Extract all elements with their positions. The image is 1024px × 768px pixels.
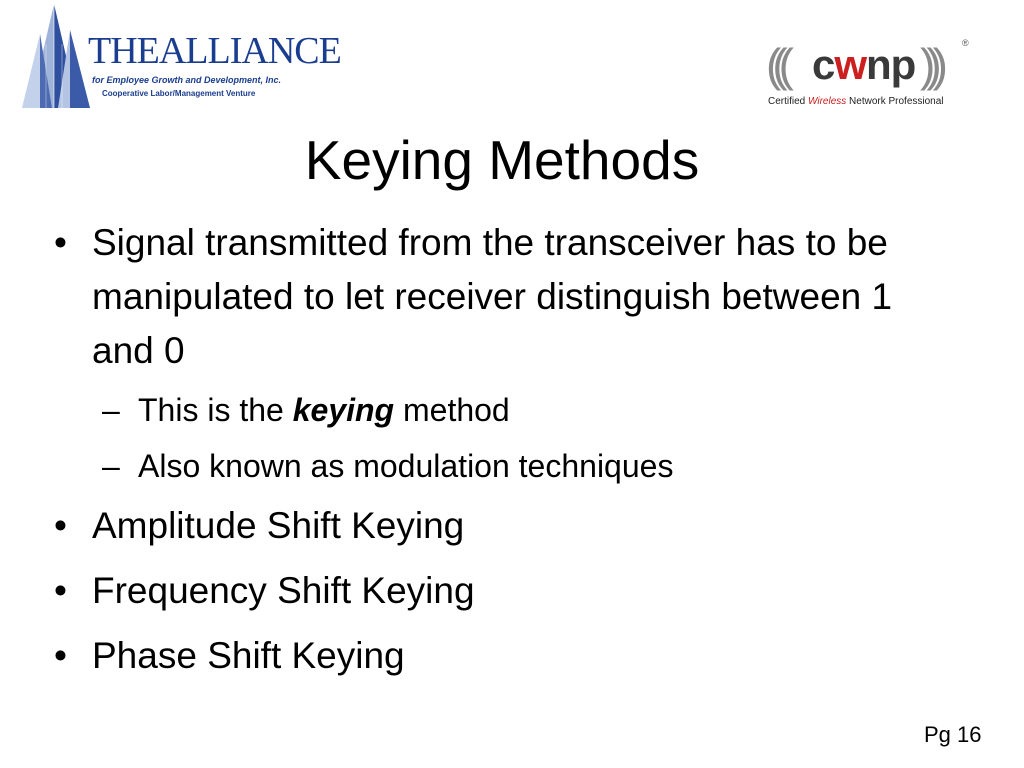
cwnp-tagline-rest: Network Professional [846, 96, 944, 107]
alliance-wordmark: THEALLIANCE [88, 30, 341, 72]
bullet-icon: • [54, 635, 67, 676]
cwnp-logo [766, 38, 976, 114]
registered-mark: ® [962, 38, 969, 48]
bullet-item [54, 564, 954, 618]
bullet-item [54, 216, 954, 494]
cwnp-wordmark-c: c [812, 41, 835, 88]
bullet-text: Signal transmitted from the transceiver has to be manipulated to let receiver distinguish between 1 and 0 [92, 222, 893, 371]
bullet-icon: • [54, 505, 67, 546]
keyword-emphasis: keying [292, 392, 395, 428]
cwnp-tagline [768, 96, 944, 107]
wireless-waves-left-icon: ((( [766, 39, 785, 91]
cwnp-tagline-wireless: Wireless [808, 96, 847, 107]
bullet-icon: • [54, 570, 67, 611]
sub-bullet-item [92, 382, 954, 438]
alliance-tower-icon [22, 4, 92, 108]
alliance-subtagline: Cooperative Labor/Management Venture [102, 89, 256, 98]
cwnp-wordmark-w: w [834, 41, 867, 88]
sub-bullet-text: Also known as modulation techniques [138, 448, 674, 484]
sub-bullet-text: This is the [138, 392, 293, 428]
sub-bullet-item [92, 438, 954, 494]
alliance-logo [22, 4, 341, 108]
wireless-waves-right-icon: ))) [920, 39, 939, 91]
slide-title: Keying Methods [304, 129, 700, 191]
bullet-text: Phase Shift Keying [92, 635, 405, 676]
bullet-item [54, 629, 954, 683]
dash-icon: – [102, 448, 120, 484]
sub-bullet-text-after: method [394, 392, 510, 428]
bullet-item [54, 499, 954, 553]
cwnp-tagline-certified: Certified [768, 96, 809, 107]
bullet-list [54, 216, 954, 694]
bullet-icon: • [54, 222, 67, 263]
cwnp-wordmark-np: np [866, 41, 916, 88]
dash-icon: – [102, 392, 120, 428]
sub-bullet-list [92, 382, 954, 494]
bullet-text: Amplitude Shift Keying [92, 505, 465, 546]
cwnp-wordmark [812, 40, 915, 90]
page-number: Pg 16 [924, 722, 982, 747]
alliance-tagline: for Employee Growth and Development, Inc. [92, 75, 282, 85]
bullet-text: Frequency Shift Keying [92, 570, 475, 611]
